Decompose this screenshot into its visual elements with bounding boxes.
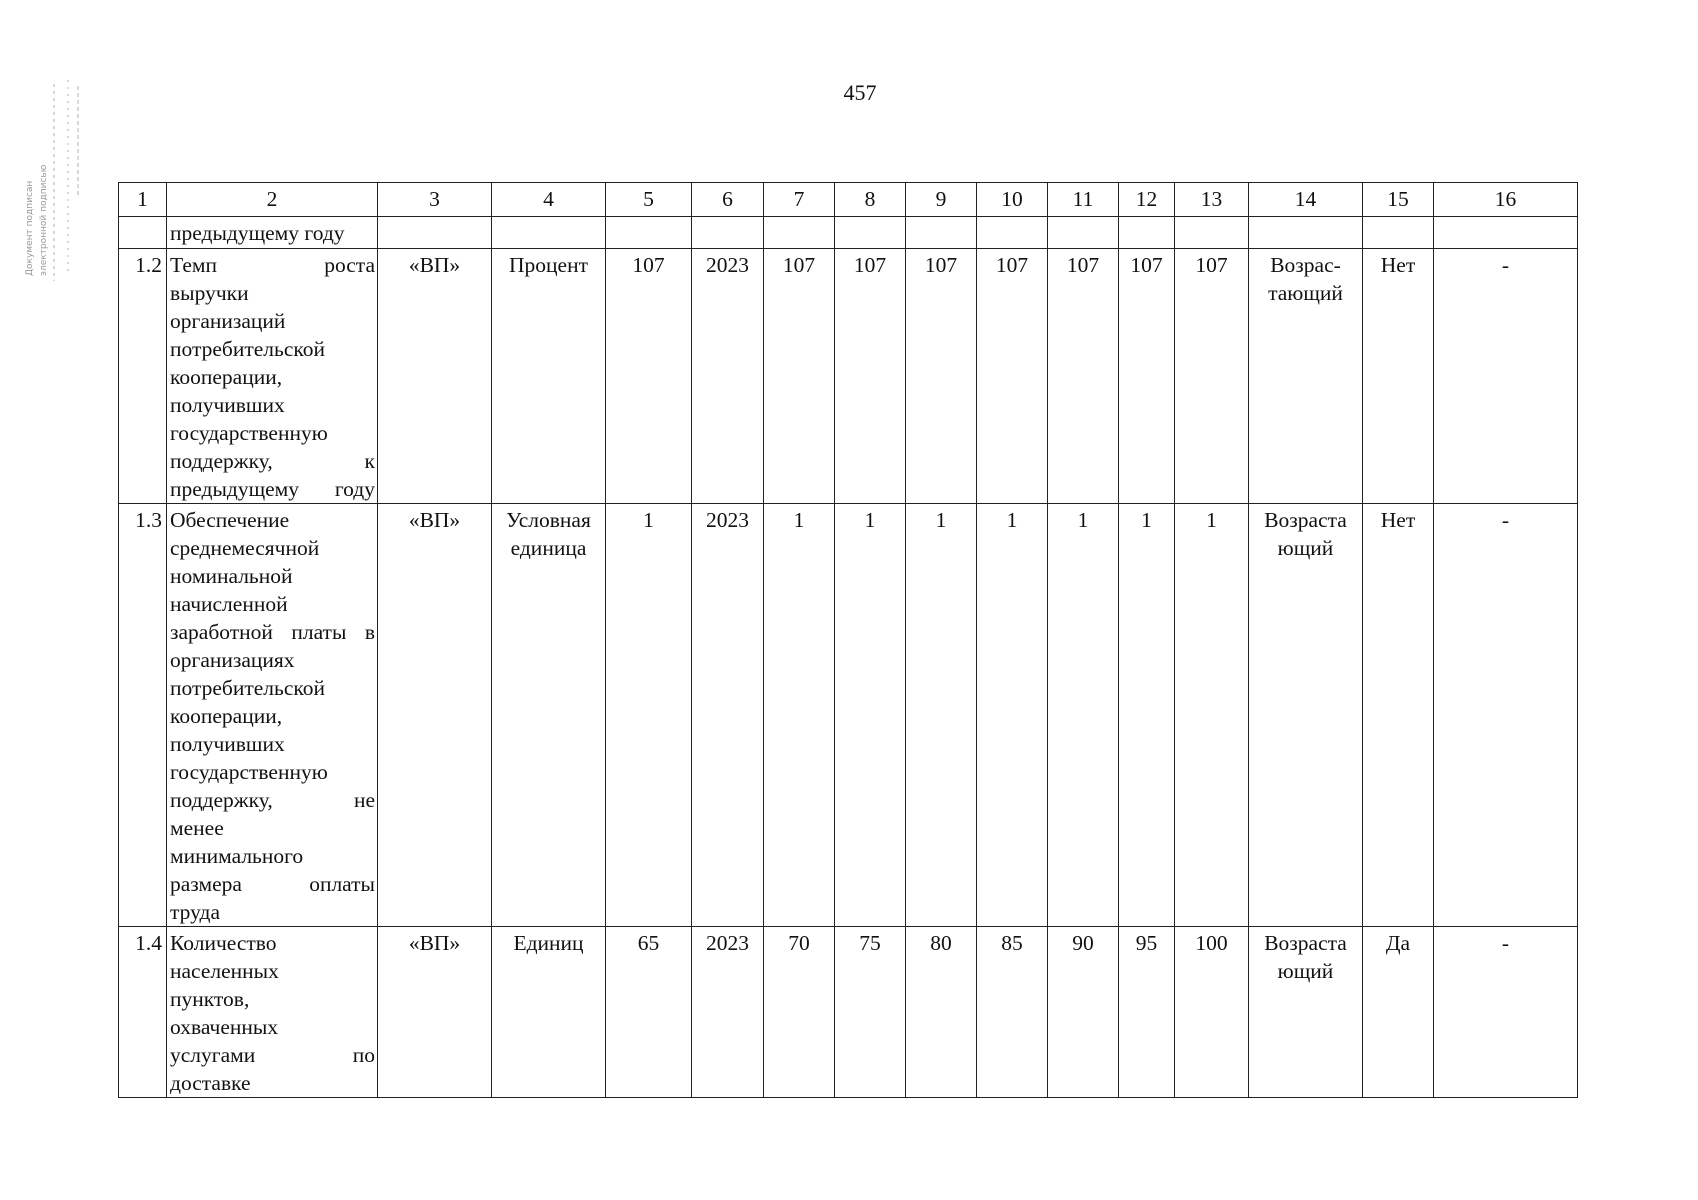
continuation-empty-cell (606, 217, 692, 249)
indicator-name-line: труда (170, 900, 221, 924)
unit-cell: Условная единица (492, 504, 606, 927)
indicator-name-line: минимального (170, 844, 304, 868)
indicator-name-line: получивших (170, 393, 285, 417)
header-cell-2: 2 (167, 183, 378, 217)
indicator-name-line: размера оплаты (170, 872, 375, 896)
continuation-empty-cell (1175, 217, 1249, 249)
year-value-cell-13: 107 (1175, 249, 1249, 504)
cumulative-cell: Да (1363, 927, 1434, 1098)
year-value-cell-12: 1 (1119, 504, 1175, 927)
base-value-cell: 107 (606, 249, 692, 504)
base-year-cell: 2023 (692, 927, 764, 1098)
continuation-empty-cell (977, 217, 1048, 249)
year-value-cell-8: 107 (835, 249, 906, 504)
header-cell-12: 12 (1119, 183, 1175, 217)
header-cell-6: 6 (692, 183, 764, 217)
year-value-cell-9: 107 (906, 249, 977, 504)
continuation-empty-cell (764, 217, 835, 249)
indicator-name-line: заработной платы в (170, 620, 375, 644)
indicators-table (118, 182, 1578, 1098)
base-year-cell: 2023 (692, 504, 764, 927)
continuation-empty-cell (378, 217, 492, 249)
year-value-cell-8: 75 (835, 927, 906, 1098)
indicator-name-cell (167, 504, 378, 927)
trend-cell: Возраста ющий (1249, 504, 1363, 927)
level-cell: «ВП» (378, 249, 492, 504)
table-row (119, 927, 1578, 1098)
table-row (119, 249, 1578, 504)
indicator-name-line: пунктов, (170, 987, 250, 1011)
indicator-name-line: организациях (170, 648, 295, 672)
indicator-name-cell (167, 249, 378, 504)
year-value-cell-12: 95 (1119, 927, 1175, 1098)
indicator-name-line: государственную (170, 421, 328, 445)
cumulative-cell: Нет (1363, 504, 1434, 927)
info-system-cell: - (1434, 249, 1578, 504)
indicator-name-line: Количество (170, 931, 277, 955)
header-cell-5: 5 (606, 183, 692, 217)
header-cell-13: 13 (1175, 183, 1249, 217)
year-value-cell-9: 1 (906, 504, 977, 927)
header-cell-16: 16 (1434, 183, 1578, 217)
header-cell-1: 1 (119, 183, 167, 217)
unit-cell: Единиц (492, 927, 606, 1098)
indicator-name-line: поддержку, к (170, 449, 375, 473)
indicator-name-line: номинальной (170, 564, 293, 588)
header-cell-9: 9 (906, 183, 977, 217)
year-value-cell-10: 1 (977, 504, 1048, 927)
indicator-name-line: кооперации, (170, 365, 283, 389)
continuation-empty-cell (1119, 217, 1175, 249)
header-cell-11: 11 (1048, 183, 1119, 217)
indicator-name-line: потребительской (170, 337, 325, 361)
year-value-cell-13: 1 (1175, 504, 1249, 927)
continuation-empty-cell (1048, 217, 1119, 249)
continuation-empty-cell (492, 217, 606, 249)
year-value-cell-10: 107 (977, 249, 1048, 504)
header-cell-4: 4 (492, 183, 606, 217)
indicator-name-line: поддержку, не (170, 788, 375, 812)
indicator-name-cell (167, 927, 378, 1098)
continuation-empty-cell (692, 217, 764, 249)
indicator-name-line: услугами по (170, 1043, 375, 1067)
indicator-name-line: менее (170, 816, 224, 840)
info-system-cell: - (1434, 927, 1578, 1098)
indicator-name-line: государственную (170, 760, 328, 784)
continuation-empty-cell (1249, 217, 1363, 249)
indicator-name-line: получивших (170, 732, 285, 756)
header-cell-7: 7 (764, 183, 835, 217)
unit-cell: Процент (492, 249, 606, 504)
indicator-name-line: выручки (170, 281, 249, 305)
base-year-cell: 2023 (692, 249, 764, 504)
continuation-name-cell: предыдущему году (167, 217, 378, 249)
header-cell-8: 8 (835, 183, 906, 217)
indicator-name-line: потребительской (170, 676, 325, 700)
level-cell: «ВП» (378, 504, 492, 927)
indicator-name-line: доставке (170, 1071, 251, 1095)
row-number-cell: 1.4 (119, 927, 167, 1098)
info-system-cell: - (1434, 504, 1578, 927)
stamp-line-1: Документ подписан (25, 180, 35, 276)
indicator-name-line: среднемесячной (170, 536, 320, 560)
header-cell-15: 15 (1363, 183, 1434, 217)
year-value-cell-10: 85 (977, 927, 1048, 1098)
row-number-cell: 1.3 (119, 504, 167, 927)
trend-cell: Возраста ющий (1249, 927, 1363, 1098)
table-row (119, 504, 1578, 927)
continuation-empty-cell (1434, 217, 1578, 249)
indicator-name-line: предыдущему году (170, 477, 375, 501)
base-value-cell: 65 (606, 927, 692, 1098)
cumulative-cell: Нет (1363, 249, 1434, 504)
year-value-cell-11: 107 (1048, 249, 1119, 504)
indicator-name-line: кооперации, (170, 704, 283, 728)
header-cell-14: 14 (1249, 183, 1363, 217)
continuation-empty-cell (1363, 217, 1434, 249)
year-value-cell-7: 107 (764, 249, 835, 504)
year-value-cell-8: 1 (835, 504, 906, 927)
level-cell: «ВП» (378, 927, 492, 1098)
year-value-cell-12: 107 (1119, 249, 1175, 504)
indicator-name-line: населенных (170, 959, 279, 983)
trend-cell: Возрас- тающий (1249, 249, 1363, 504)
continuation-num-cell (119, 217, 167, 249)
stamp-line-2: электронной подписью (39, 164, 49, 276)
continuation-empty-cell (906, 217, 977, 249)
table-header-row (119, 183, 1578, 217)
year-value-cell-13: 100 (1175, 927, 1249, 1098)
year-value-cell-11: 90 (1048, 927, 1119, 1098)
header-cell-10: 10 (977, 183, 1048, 217)
indicator-name-line: начисленной (170, 592, 288, 616)
continuation-empty-cell (835, 217, 906, 249)
electronic-signature-stamp (18, 76, 84, 286)
continuation-row (119, 217, 1578, 249)
year-value-cell-11: 1 (1048, 504, 1119, 927)
year-value-cell-9: 80 (906, 927, 977, 1098)
indicator-name-line: Темп роста (170, 253, 375, 277)
page-number: 457 (843, 80, 877, 105)
indicator-name-line: Обеспечение (170, 508, 290, 532)
row-number-cell: 1.2 (119, 249, 167, 504)
year-value-cell-7: 70 (764, 927, 835, 1098)
indicator-name-line: организаций (170, 309, 286, 333)
year-value-cell-7: 1 (764, 504, 835, 927)
header-cell-3: 3 (378, 183, 492, 217)
base-value-cell: 1 (606, 504, 692, 927)
indicator-name-line: охваченных (170, 1015, 279, 1039)
